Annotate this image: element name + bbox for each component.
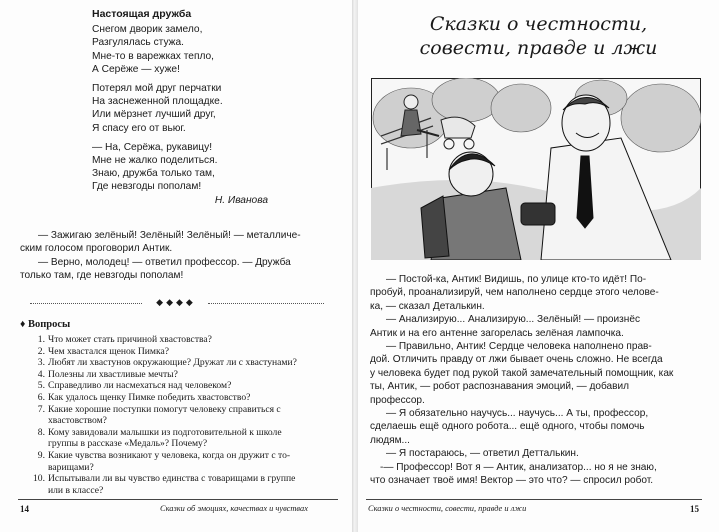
- question-item: 5. Справедливо ли насмехаться над человеком?: [37, 380, 232, 392]
- poem-stanza: [92, 141, 272, 194]
- poem-line: Мне-то в варежках тепло,: [92, 50, 215, 62]
- questions-title: ♦ Вопросы: [20, 319, 71, 330]
- footer-rule: [18, 499, 338, 500]
- right-prose: [370, 273, 706, 488]
- question-item: 6. Как удалось щенку Пимке победить хвастовство?: [37, 391, 251, 403]
- prose-line: у человека будет под рукой такой замечательный помощник, как: [370, 367, 674, 379]
- prose-line: профессор.: [370, 394, 425, 406]
- poem-title: Настоящая дружба: [92, 8, 192, 20]
- prose-line: — Я постараюсь, — ответил Детталькин.: [386, 448, 579, 460]
- prose-line: Антик и на его антенне загорелась зелёная лампочка.: [370, 327, 624, 339]
- story-illustration: [371, 78, 701, 260]
- poem-line: Я спасу его от вьюг.: [92, 122, 186, 134]
- prose-line: -— Профессор! Вот я — Антик, анализатор... но я не знаю,: [380, 461, 657, 473]
- prose-line: — Зажигаю зелёный! Зелёный! Зелёный! — металличе-: [38, 230, 301, 241]
- prose-line: — Правильно, Антик! Сердце человека наполнено прав-: [386, 341, 652, 353]
- prose-line: — Верно, молодец! — ответил профессор. — Дружба: [38, 256, 291, 268]
- page-number: 14: [20, 504, 29, 514]
- poem-line: На заснеженной площадке.: [92, 96, 223, 108]
- question-item: 3. Любят ли хвастунов окружающие? Дружат ли с хвастунами?: [37, 357, 297, 369]
- prose-line: ты, Антик, — робот распознавания эмоций, — добавил: [370, 381, 630, 393]
- page-number: 15: [690, 504, 699, 514]
- poem-line: Где невзгоды пополам!: [92, 181, 202, 193]
- prose-line: сделаешь ещё одного робота... ещё одного, чтобы помочь: [370, 421, 645, 433]
- running-footer: Сказки об эмоциях, качествах и чувствах: [160, 504, 308, 513]
- prose-line: — Анализирую... Анализирую... Зелёный! — произнёс: [386, 314, 641, 326]
- poem-line: Разгулялась стужа.: [92, 37, 184, 49]
- prose-line: дой. Отличить правду от лжи бывает очень сложно. Не всегда: [370, 354, 663, 366]
- wallet: [521, 203, 555, 225]
- poem-line: Мне не жалко поделиться.: [92, 155, 218, 167]
- prose-line: — Я обязательно научусь... научусь... А ты, профессор,: [386, 408, 649, 420]
- prose-line: только там, где невзгоды пополам!: [20, 270, 184, 282]
- poem-author: Н. Иванова: [214, 194, 268, 206]
- chapter-title-line: Сказки о честности,: [429, 13, 648, 35]
- poem-stanza: [92, 82, 272, 135]
- poem: [92, 8, 272, 207]
- running-footer: Сказки о честности, совести, правде и лжи: [368, 504, 527, 513]
- questions-list: [30, 334, 326, 496]
- left-prose: [20, 229, 336, 283]
- poem-line: Потерял мой друг перчатки: [92, 83, 222, 95]
- prose-line: пробуй, проанализируй, чем наполнено сердце этого челове-: [370, 287, 659, 299]
- poem-stanza: [92, 23, 272, 76]
- question-item: 7. Какие хорошие поступки помогут человеку справиться с хвастовством?: [37, 403, 281, 427]
- question-item: 2. Чем хвастался щенок Пимка?: [37, 345, 169, 357]
- prose-line: людям...: [370, 434, 410, 446]
- question-item: 9. Какие чувства возникают у человека, когда он дружит с то- варищами?: [37, 449, 291, 473]
- poem-line: Снегом дворик замело,: [92, 24, 203, 36]
- question-item: 1. Что может стать причиной хвастовства?: [37, 334, 212, 345]
- divider-right: [208, 303, 324, 304]
- poem-line: Или мёрзнет лучший друг,: [92, 109, 216, 121]
- poem-line: Знаю, дружба только там,: [92, 168, 215, 180]
- prose-line: ским голосом проговорил Антик.: [20, 243, 173, 255]
- chapter-title: [358, 12, 719, 60]
- question-item: 4. Полезны ли хвастливые мечты?: [37, 368, 178, 380]
- separator-ornament: ◆◆◆◆: [156, 297, 196, 307]
- prose-line: ка, — сказал Деталькин.: [370, 300, 485, 312]
- left-page: [0, 0, 352, 532]
- poem-line: А Серёже — хуже!: [92, 63, 180, 75]
- prose-line: что означает твоё имя! Вектор — это что? — спросил робот.: [370, 475, 654, 487]
- prose-line: — Постой-ка, Антик! Видишь, по улице кто-то идёт! По-: [386, 274, 647, 285]
- question-item: 8. Кому завидовали малышки из подготовительной к школе группы в рассказе «Медаль»? Почему?: [37, 426, 282, 450]
- question-item: 10. Испытывали ли вы чувство единства с товарищами в группе или в классе?: [33, 473, 296, 496]
- chapter-title-line: совести, правде и лжи: [419, 37, 658, 59]
- footer-rule: [366, 499, 702, 500]
- poem-line: — На, Серёжа, рукавицу!: [92, 141, 213, 153]
